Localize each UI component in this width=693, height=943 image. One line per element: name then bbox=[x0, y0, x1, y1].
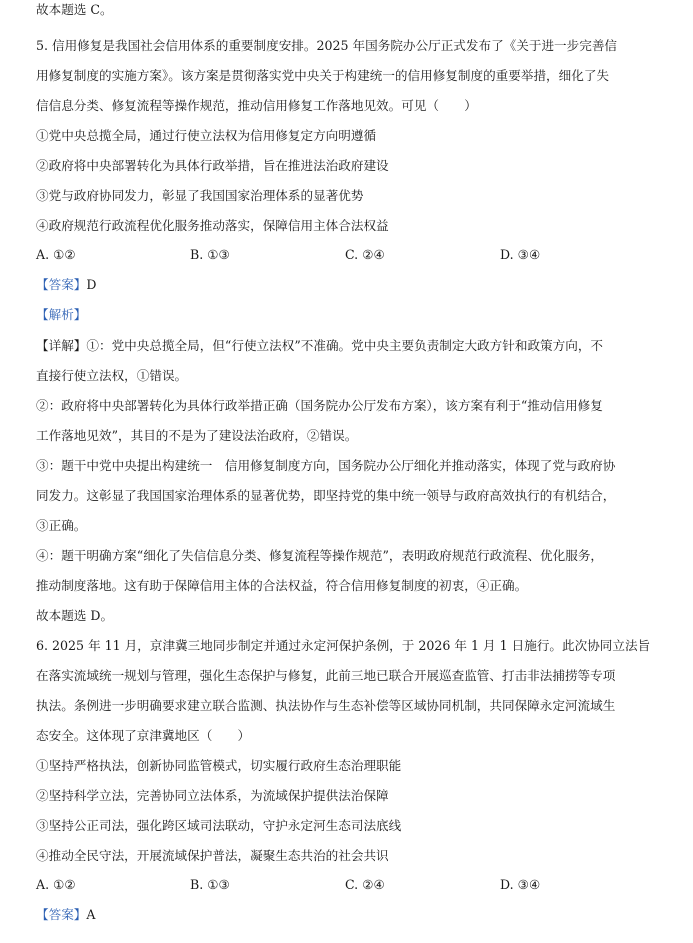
q5-detail-line: ③：题干中党中央提出构建统一 信用修复制度方向，国务院办公厅细化并推动落实，体现了党与政府协 bbox=[36, 458, 616, 473]
q5-detail-line: ③正确。 bbox=[36, 518, 87, 533]
option-c: C. ②④ bbox=[345, 877, 385, 892]
q5-detail-line: ④：题干明确方案“细化了失信信息分类、修复流程等操作规范”，表明政府规范行政流程、优化服务， bbox=[36, 548, 604, 563]
answer-tag: 【答案】 bbox=[36, 907, 87, 922]
q5-options bbox=[36, 247, 676, 263]
option-b: B. ①③ bbox=[190, 247, 230, 262]
q6-statement-1: ①坚持严格执法，创新协同监管模式，切实履行政府生态治理职能 bbox=[36, 758, 402, 773]
q5-stem-line: 用修复制度的实施方案》。该方案是贯彻落实党中央关于构建统一的信用修复制度的重要举措，细化了失 bbox=[36, 68, 610, 83]
answer-tag: 【答案】 bbox=[36, 277, 87, 292]
q5-detail-line: 工作落地见效”，其目的不是为了建设法治政府，②错误。 bbox=[36, 428, 358, 443]
q5-stem-line: 5. 信用修复是我国社会信用体系的重要制度安排。2025 年国务院办公厅正式发布了《关于进一步完善信 bbox=[36, 38, 618, 53]
q6-stem-line: 在落实流域统一规划与管理，强化生态保护与修复，此前三地已联合开展巡查监管、打击非法捕捞等专项 bbox=[36, 668, 616, 683]
answer-value: A bbox=[86, 907, 96, 922]
q6-stem-line: 执法。条例进一步明确要求建立联合监测、执法协作与生态补偿等区域协同机制，共同保障永定河流域生 bbox=[36, 698, 616, 713]
q6-answer-row bbox=[36, 907, 95, 923]
q5-detail-line: 推动制度落地。这有助于保障信用主体的合法权益，符合信用修复制度的初衷，④正确。 bbox=[36, 578, 528, 593]
q5-statement-1: ①党中央总揽全局，通过行使立法权为信用修复定方向明遵循 bbox=[36, 128, 377, 143]
q6-stem-line: 6. 2025 年 11 月，京津冀三地同步制定并通过永定河保护条例，于 2026 年 1 月 1 日施行。此次协同立法旨 bbox=[36, 638, 651, 653]
q5-statement-3: ③党与政府协同发力，彰显了我国国家治理体系的显著优势 bbox=[36, 188, 364, 203]
q6-statement-4: ④推动全民守法，开展流域保护普法，凝聚生态共治的社会共识 bbox=[36, 848, 389, 863]
q6-statement-3: ③坚持公正司法，强化跨区域司法联动，守护永定河生态司法底线 bbox=[36, 818, 402, 833]
option-c: C. ②④ bbox=[345, 247, 385, 262]
q5-detail-line: ②：政府将中央部署转化为具体行政举措正确（国务院办公厅发布方案），该方案有利于“推动信用修复 bbox=[36, 398, 603, 413]
q5-statement-4: ④政府规范行政流程优化服务推动落实，保障信用主体合法权益 bbox=[36, 218, 389, 233]
q6-options bbox=[36, 877, 676, 893]
q5-detail-line: 直接行使立法权，①错误。 bbox=[36, 368, 188, 383]
answer-value: D bbox=[86, 277, 97, 292]
q6-stem-line: 态安全。这体现了京津冀地区（ ） bbox=[36, 728, 251, 743]
q5-analysis-row bbox=[36, 307, 86, 323]
q5-statement-2: ②政府将中央部署转化为具体行政举措，旨在推进法治政府建设 bbox=[36, 158, 389, 173]
option-d: D. ③④ bbox=[500, 877, 541, 892]
analysis-tag: 【解析】 bbox=[36, 307, 87, 322]
q5-conclusion: 故本题选 D。 bbox=[36, 608, 114, 623]
detail-tag: 【详解】 bbox=[36, 338, 87, 353]
q5-stem-line: 信信息分类、修复流程等操作规范，推动信用修复工作落地见效。可见（ ） bbox=[36, 98, 477, 113]
q5-detail-line bbox=[36, 338, 669, 354]
q5-answer-row bbox=[36, 277, 96, 293]
option-d: D. ③④ bbox=[500, 247, 541, 262]
q5-detail-line: 同发力。这彰显了我国国家治理体系的显著优势，即坚持党的集中统一领导与政府高效执行的有机结合， bbox=[36, 488, 616, 503]
q4-conclusion: 故本题选 C。 bbox=[36, 2, 113, 17]
q6-statement-2: ②坚持科学立法，完善协同立法体系，为流域保护提供法治保障 bbox=[36, 788, 389, 803]
option-a: A. ①② bbox=[36, 877, 76, 892]
option-b: B. ①③ bbox=[190, 877, 230, 892]
option-a: A. ①② bbox=[36, 247, 76, 262]
detail-text: ①：党中央总揽全局，但“行使立法权”不准确。党中央主要负责制定大政方针和政策方向，不 bbox=[86, 338, 604, 353]
